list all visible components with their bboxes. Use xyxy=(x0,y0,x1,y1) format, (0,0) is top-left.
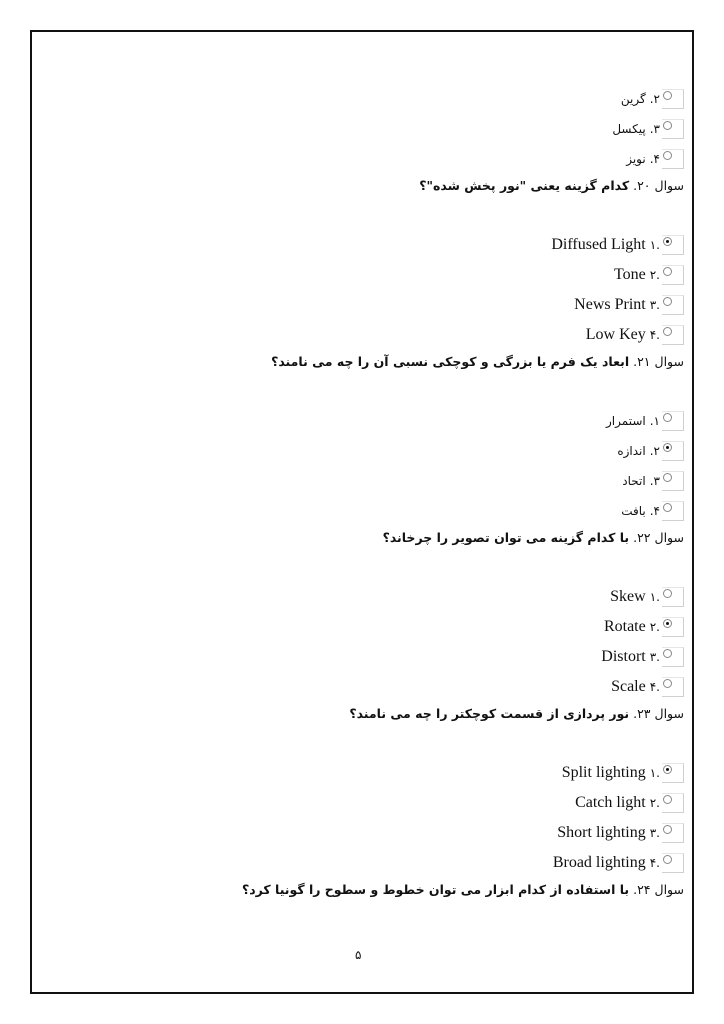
option-label: Rotate xyxy=(603,618,646,635)
option-number: .۳ xyxy=(649,298,660,312)
option-q21-2[interactable] xyxy=(84,436,684,466)
radio-icon[interactable] xyxy=(663,151,672,160)
radio-icon[interactable] xyxy=(663,121,672,130)
radio-icon[interactable] xyxy=(663,855,672,864)
question-text: با کدام گزینه می توان تصویر را چرخاند؟ xyxy=(382,529,630,545)
radio-checked-icon[interactable] xyxy=(663,765,672,774)
option-label: نویز xyxy=(626,152,646,166)
radio-box[interactable] xyxy=(662,853,684,873)
option-q19-2[interactable] xyxy=(84,84,684,114)
option-label: Diffused Light xyxy=(551,236,646,253)
radio-checked-icon[interactable] xyxy=(663,619,672,628)
question-number: سوال ۲۴. xyxy=(633,881,684,897)
option-label: Distort xyxy=(601,648,646,665)
option-label: گرین xyxy=(620,92,646,106)
radio-box[interactable] xyxy=(662,501,684,521)
option-q20-2[interactable] xyxy=(84,260,684,290)
option-number: .۴ xyxy=(649,328,660,342)
option-number: .۲ xyxy=(649,620,660,634)
radio-box[interactable] xyxy=(662,265,684,285)
option-number: .۳ xyxy=(649,650,660,664)
radio-icon[interactable] xyxy=(663,267,672,276)
radio-icon[interactable] xyxy=(663,589,672,598)
option-q20-3[interactable] xyxy=(84,290,684,320)
radio-box[interactable] xyxy=(662,149,684,169)
radio-icon[interactable] xyxy=(663,825,672,834)
option-label: Skew xyxy=(610,588,646,605)
question-text: نور پردازی از قسمت کوچکتر را چه می نامند؟ xyxy=(349,705,630,721)
question-20 xyxy=(84,174,684,196)
radio-box[interactable] xyxy=(662,677,684,697)
radio-box[interactable] xyxy=(662,325,684,345)
radio-icon[interactable] xyxy=(663,327,672,336)
question-text: ابعاد یک فرم یا بزرگی و کوچکی نسبی آن را چه می نامند؟ xyxy=(271,353,630,369)
radio-icon[interactable] xyxy=(663,473,672,482)
radio-checked-icon[interactable] xyxy=(663,237,672,246)
option-label: Low Key xyxy=(585,326,646,343)
quiz-content xyxy=(84,84,684,934)
option-q20-4[interactable] xyxy=(84,320,684,350)
option-q23-1[interactable] xyxy=(84,758,684,788)
option-q19-3[interactable] xyxy=(84,114,684,144)
radio-box[interactable] xyxy=(662,295,684,315)
option-number: .۴ xyxy=(649,856,660,870)
option-number: ۲. xyxy=(649,444,660,458)
option-q21-3[interactable] xyxy=(84,466,684,496)
option-q22-2[interactable] xyxy=(84,612,684,642)
option-q22-1[interactable] xyxy=(84,582,684,612)
question-number: سوال ۲۳. xyxy=(633,705,684,721)
radio-box[interactable] xyxy=(662,235,684,255)
radio-icon[interactable] xyxy=(663,679,672,688)
radio-box[interactable] xyxy=(662,411,684,431)
question-text: با استفاده از کدام ابزار می توان خطوط و سطوح را گونیا کرد؟ xyxy=(241,881,630,897)
question-23 xyxy=(84,702,684,724)
option-q23-2[interactable] xyxy=(84,788,684,818)
option-number: .۲ xyxy=(649,268,660,282)
option-label: Broad lighting xyxy=(552,854,646,871)
option-label: Split lighting xyxy=(561,764,646,781)
option-number: ۴. xyxy=(649,504,660,518)
option-number: ۲. xyxy=(649,92,660,106)
option-label: Scale xyxy=(611,678,646,695)
radio-box[interactable] xyxy=(662,647,684,667)
radio-box[interactable] xyxy=(662,823,684,843)
radio-box[interactable] xyxy=(662,793,684,813)
question-text: کدام گزینه یعنی "نور پخش شده"؟ xyxy=(419,177,630,193)
option-label: استمرار xyxy=(606,414,646,428)
question-number: سوال ۲۰. xyxy=(633,177,684,193)
option-label: پیکسل xyxy=(612,122,646,136)
radio-box[interactable] xyxy=(662,617,684,637)
option-label: بافت xyxy=(621,504,646,518)
option-number: .۴ xyxy=(649,680,660,694)
option-q23-3[interactable] xyxy=(84,818,684,848)
option-q22-3[interactable] xyxy=(84,642,684,672)
radio-box[interactable] xyxy=(662,89,684,109)
radio-box[interactable] xyxy=(662,441,684,461)
radio-box[interactable] xyxy=(662,587,684,607)
question-22 xyxy=(84,526,684,548)
radio-box[interactable] xyxy=(662,119,684,139)
option-q23-4[interactable] xyxy=(84,848,684,878)
radio-box[interactable] xyxy=(662,763,684,783)
option-label: Tone xyxy=(613,266,646,283)
question-number: سوال ۲۱. xyxy=(633,353,684,369)
option-q20-1[interactable] xyxy=(84,230,684,260)
radio-checked-icon[interactable] xyxy=(663,443,672,452)
question-number: سوال ۲۲. xyxy=(633,529,684,545)
option-number: ۴. xyxy=(649,152,660,166)
page-number: ۵ xyxy=(355,948,362,962)
radio-icon[interactable] xyxy=(663,297,672,306)
option-number: .۱ xyxy=(649,238,660,252)
radio-box[interactable] xyxy=(662,471,684,491)
radio-icon[interactable] xyxy=(663,413,672,422)
option-label: Catch light xyxy=(575,794,646,811)
option-q21-1[interactable] xyxy=(84,406,684,436)
question-21 xyxy=(84,350,684,372)
option-q22-4[interactable] xyxy=(84,672,684,702)
radio-icon[interactable] xyxy=(663,649,672,658)
option-number: ۱. xyxy=(649,414,660,428)
option-label: اتحاد xyxy=(622,474,646,488)
option-number: .۱ xyxy=(649,590,660,604)
option-number: .۳ xyxy=(649,826,660,840)
option-number: .۲ xyxy=(649,796,660,810)
radio-icon[interactable] xyxy=(663,503,672,512)
option-q19-4[interactable] xyxy=(84,144,684,174)
option-number: ۳. xyxy=(649,122,660,136)
option-label: اندازه xyxy=(617,444,646,458)
option-number: .۱ xyxy=(649,766,660,780)
radio-icon[interactable] xyxy=(663,91,672,100)
radio-icon[interactable] xyxy=(663,795,672,804)
option-label: Short lighting xyxy=(557,824,646,841)
option-q21-4[interactable] xyxy=(84,496,684,526)
option-number: ۳. xyxy=(649,474,660,488)
question-24 xyxy=(84,878,684,900)
option-label: News Print xyxy=(574,296,646,313)
